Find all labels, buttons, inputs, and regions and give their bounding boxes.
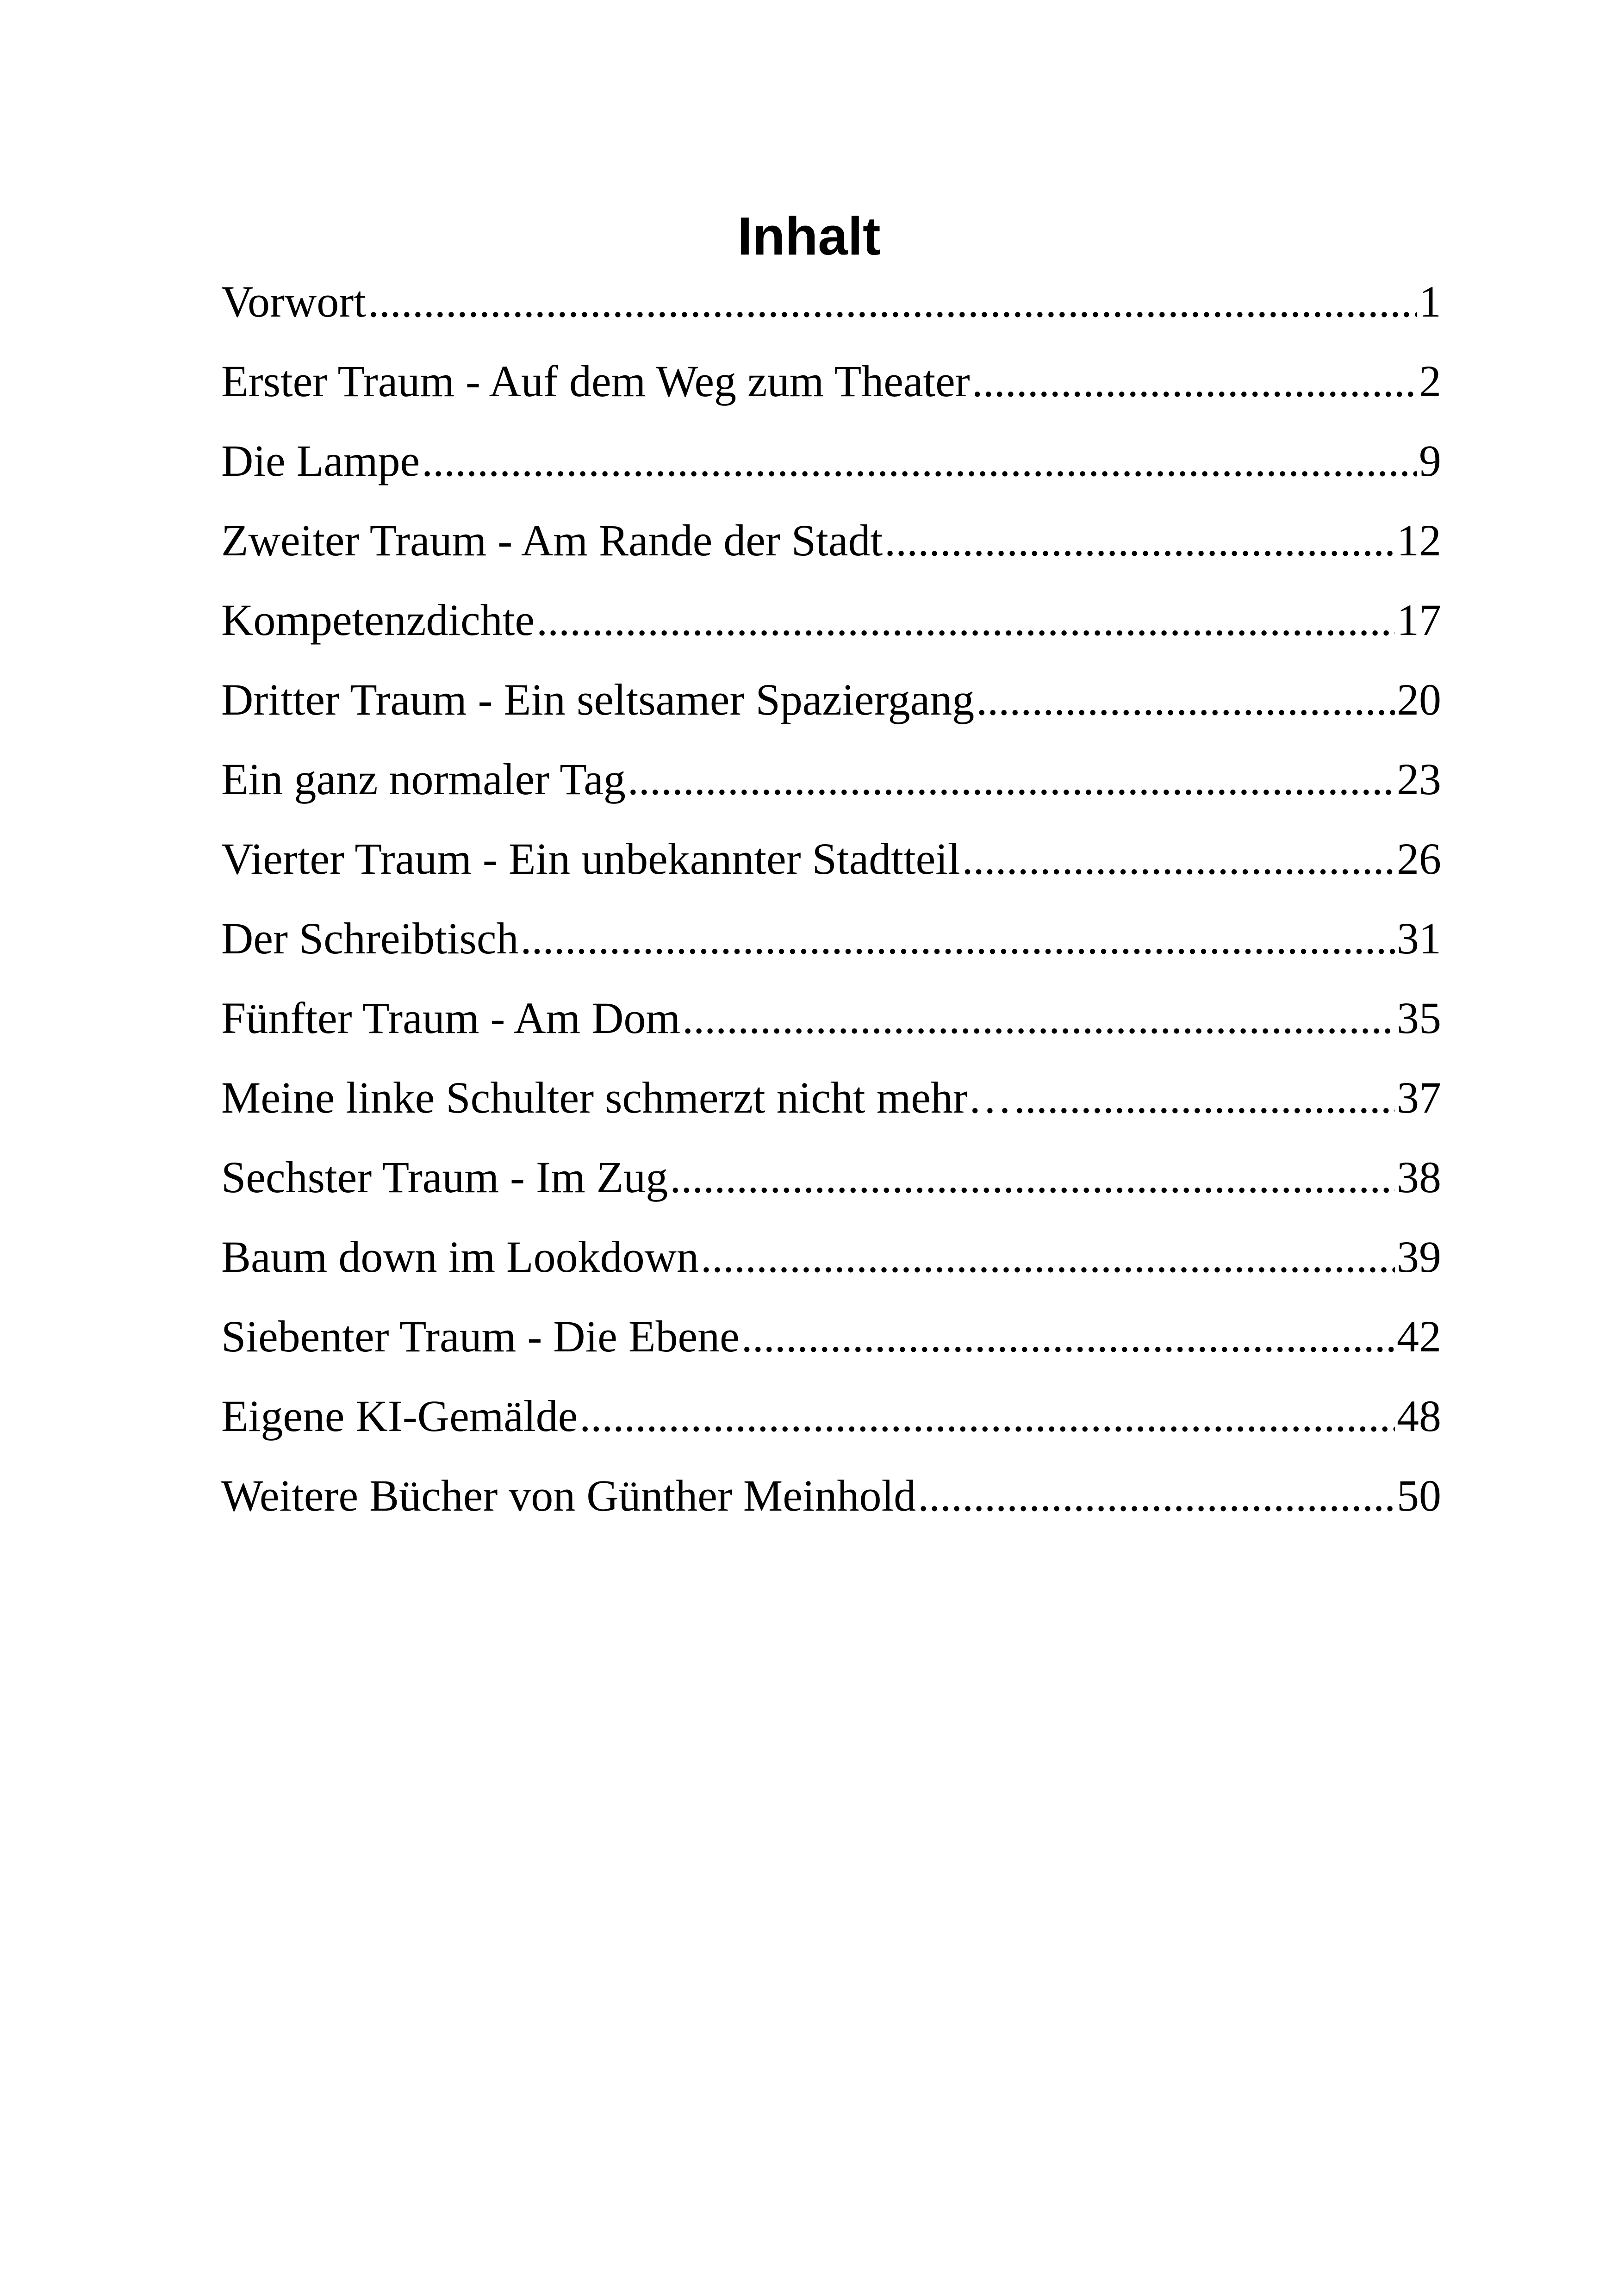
toc-entry-title: Vierter Traum - Ein unbekannter Stadtteil: [221, 834, 960, 884]
toc-entry-title: Sechster Traum - Im Zug: [221, 1152, 668, 1202]
toc-page-number: 12: [1397, 516, 1441, 565]
dot-leader: [972, 352, 1417, 411]
page-title: Inhalt: [737, 206, 881, 266]
dot-leader: [520, 909, 1395, 968]
toc-entry-title: Meine linke Schulter schmerzt nicht mehr…: [221, 1073, 1012, 1122]
toc-page-number: 9: [1419, 436, 1441, 485]
dot-leader: [918, 1466, 1395, 1525]
toc-page-number: 1: [1419, 277, 1441, 326]
toc-entry-title: Weitere Bücher von Günther Meinhold: [221, 1471, 916, 1520]
dot-leader: [670, 1148, 1395, 1207]
toc-entry-title: Fünfter Traum - Am Dom: [221, 993, 681, 1043]
toc-page-number: 31: [1397, 914, 1441, 963]
toc-page-number: 48: [1397, 1391, 1441, 1441]
table-of-contents: [221, 272, 1441, 1546]
toc-entry[interactable]: [221, 272, 1441, 352]
toc-entry[interactable]: [221, 670, 1441, 750]
toc-entry[interactable]: [221, 1068, 1441, 1148]
toc-entry-title: Dritter Traum - Ein seltsamer Spaziergang: [221, 675, 975, 724]
dot-leader: [884, 511, 1395, 570]
toc-page-number: 38: [1397, 1152, 1441, 1202]
toc-page-number: 20: [1397, 675, 1441, 724]
toc-page-number: 37: [1397, 1073, 1441, 1122]
toc-page-number: 35: [1397, 993, 1441, 1043]
toc-page-number: 17: [1397, 595, 1441, 645]
dot-leader: [579, 1387, 1395, 1446]
toc-entry[interactable]: [221, 750, 1441, 829]
toc-entry[interactable]: [221, 1307, 1441, 1387]
toc-entry-title: Siebenter Traum - Die Ebene: [221, 1312, 740, 1361]
toc-page-number: 50: [1397, 1471, 1441, 1520]
toc-entry[interactable]: [221, 431, 1441, 511]
toc-entry[interactable]: [221, 352, 1441, 431]
toc-entry[interactable]: [221, 1466, 1441, 1546]
toc-entry[interactable]: [221, 909, 1441, 989]
toc-entry[interactable]: [221, 1227, 1441, 1307]
dot-leader: [962, 829, 1395, 889]
toc-entry[interactable]: [221, 511, 1441, 591]
toc-entry[interactable]: [221, 1387, 1441, 1466]
toc-entry-title: Kompetenzdichte: [221, 595, 535, 645]
dot-leader: [422, 431, 1417, 491]
toc-entry[interactable]: [221, 1148, 1441, 1227]
toc-entry-title: Baum down im Lookdown: [221, 1232, 699, 1282]
toc-page-number: 42: [1397, 1312, 1441, 1361]
toc-entry[interactable]: [221, 591, 1441, 670]
toc-entry-title: Die Lampe: [221, 436, 420, 485]
toc-entry[interactable]: [221, 989, 1441, 1068]
dot-leader: [741, 1307, 1395, 1366]
dot-leader: [536, 591, 1395, 650]
toc-page-number: 23: [1397, 754, 1441, 804]
dot-leader: [682, 989, 1395, 1048]
dot-leader: [628, 750, 1395, 809]
toc-entry[interactable]: [221, 829, 1441, 909]
dot-leader: [701, 1227, 1395, 1287]
toc-page-number: 39: [1397, 1232, 1441, 1282]
toc-page-number: 2: [1419, 356, 1441, 406]
toc-entry-title: Eigene KI-Gemälde: [221, 1391, 578, 1441]
toc-page-number: 26: [1397, 834, 1441, 884]
toc-entry-title: Erster Traum - Auf dem Weg zum Theater: [221, 356, 970, 406]
toc-entry-title: Vorwort: [221, 277, 366, 326]
toc-entry-title: Ein ganz normaler Tag: [221, 754, 626, 804]
dot-leader: [1014, 1068, 1395, 1127]
dot-leader: [368, 272, 1417, 331]
toc-entry-title: Zweiter Traum - Am Rande der Stadt: [221, 516, 883, 565]
toc-entry-title: Der Schreibtisch: [221, 914, 519, 963]
dot-leader: [976, 670, 1395, 729]
